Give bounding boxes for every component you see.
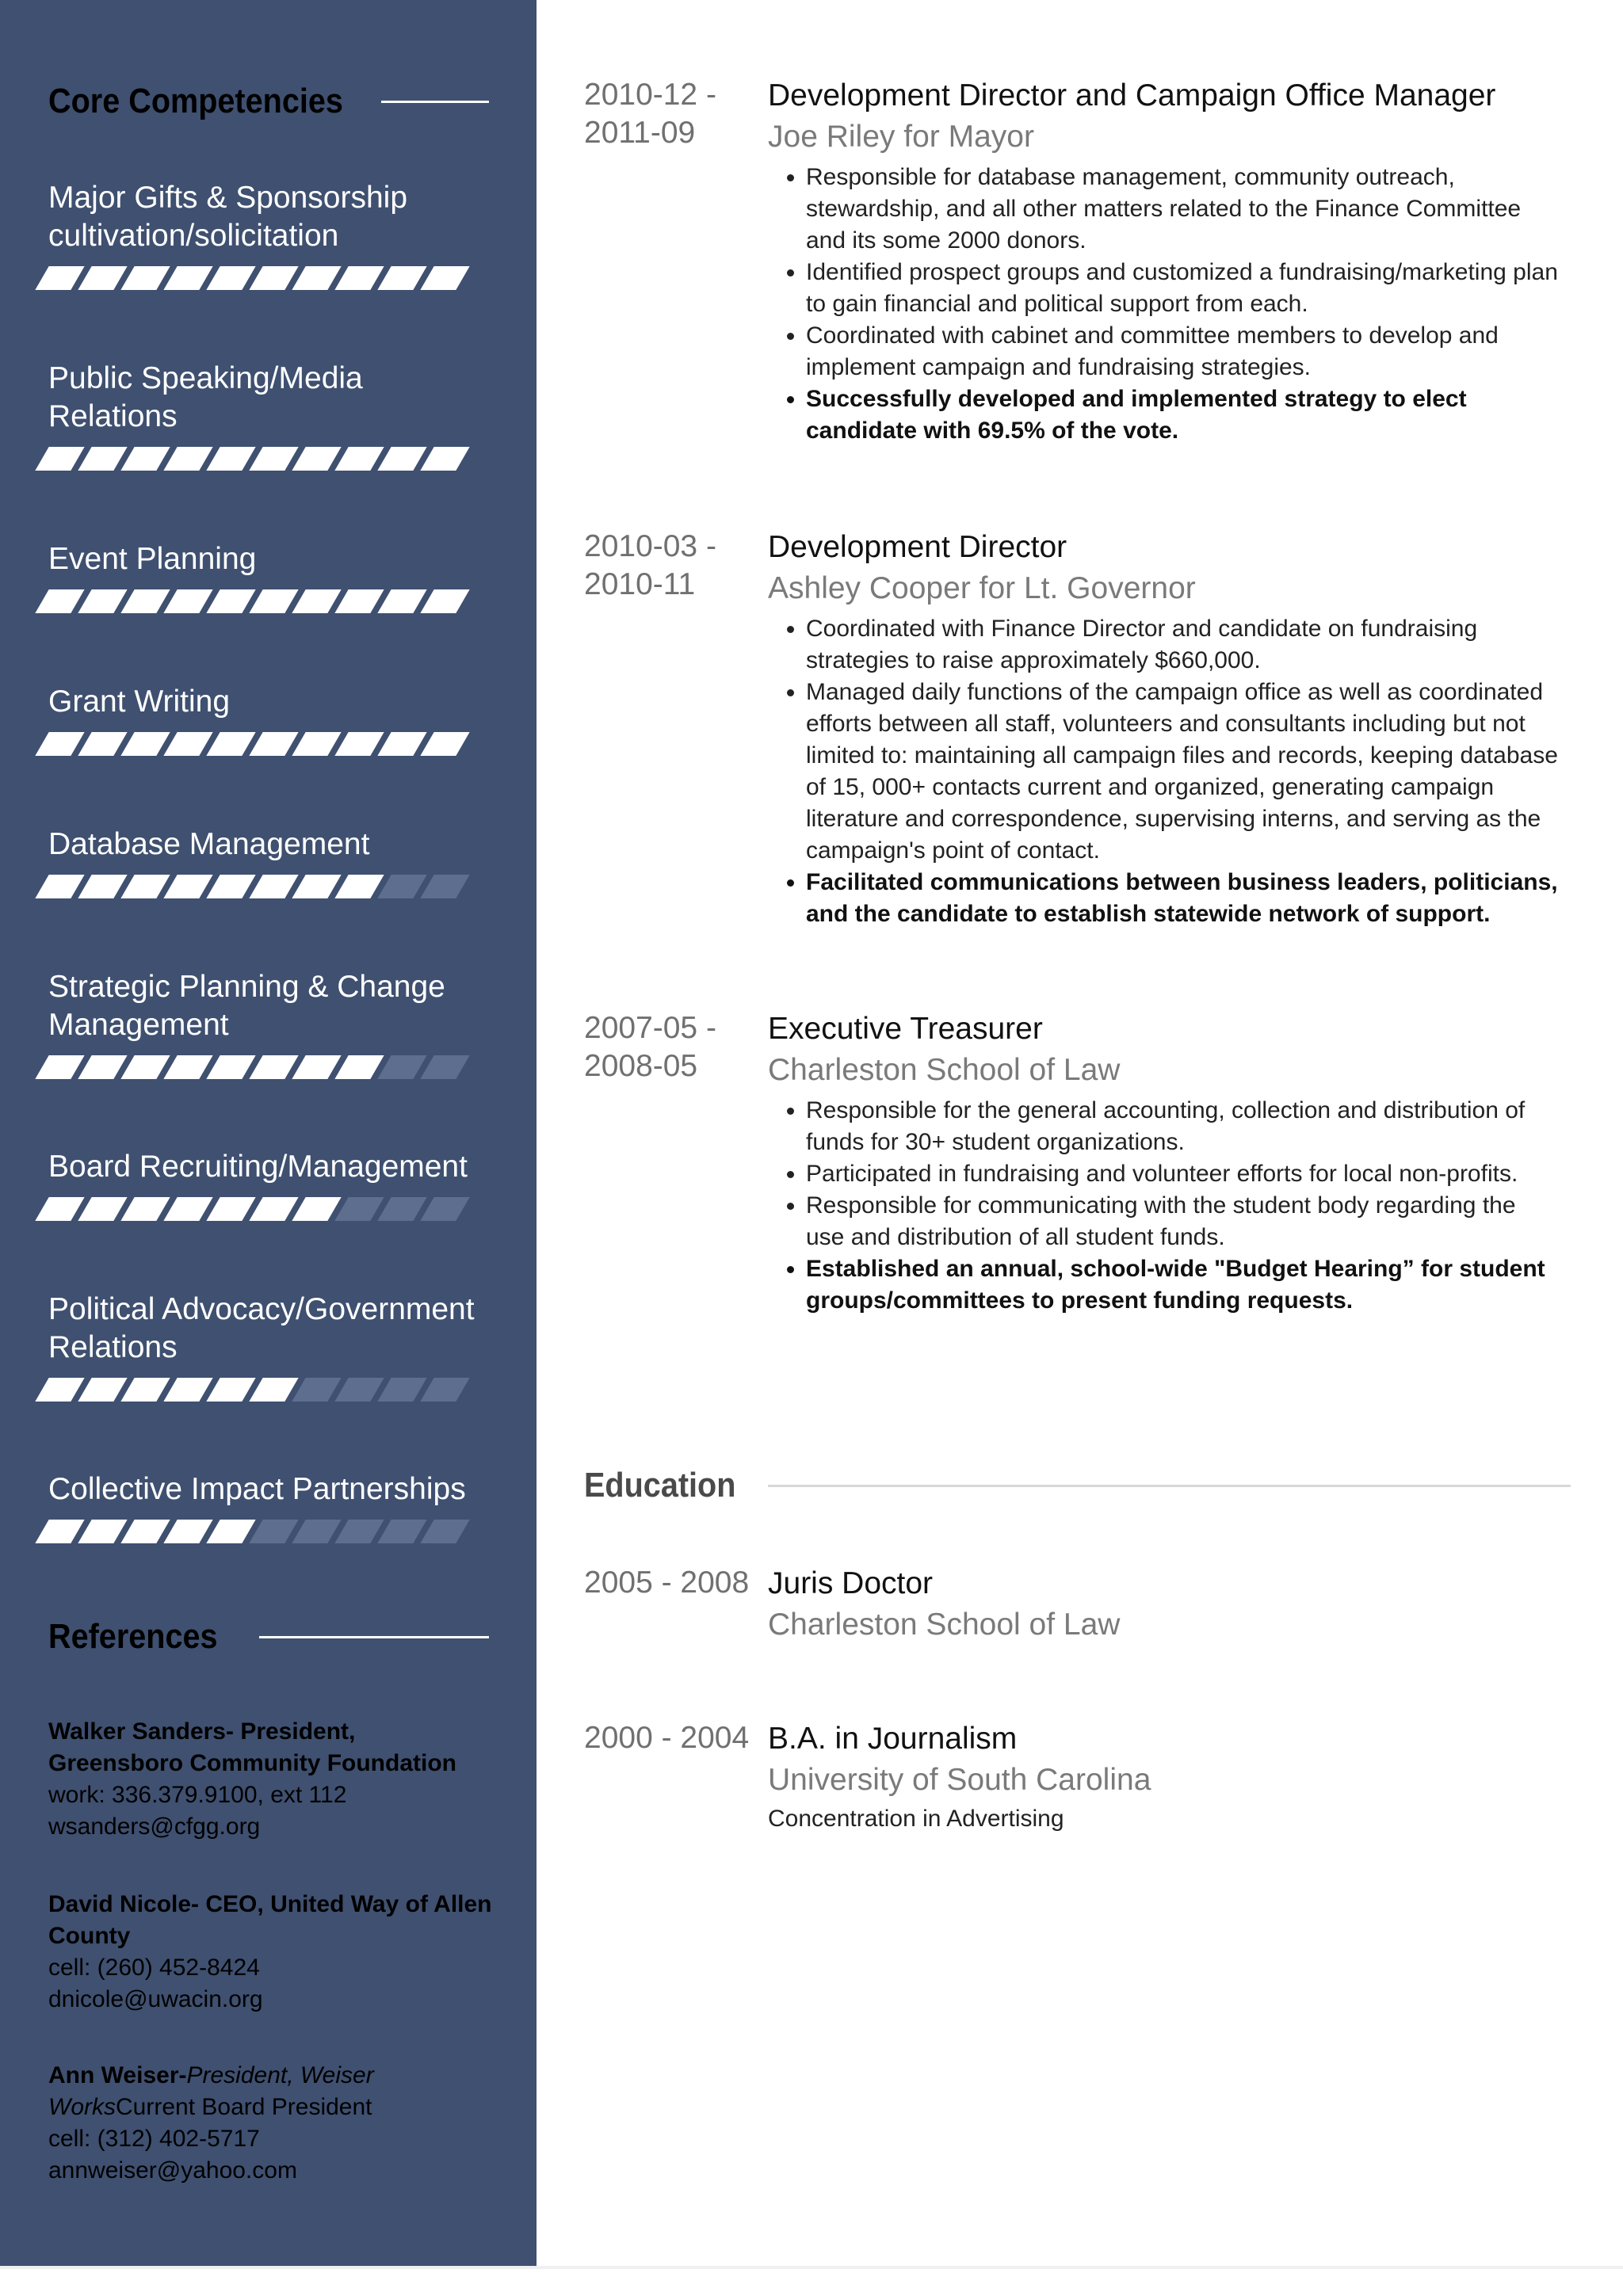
- skill-bar-segment-filled: [163, 447, 212, 471]
- skill-bar-segment-empty: [377, 875, 426, 898]
- skill-name: Political Advocacy/Government Relations: [48, 1292, 475, 1364]
- skill-bar-segment-empty: [420, 1378, 469, 1402]
- skill-bar-segment-filled: [78, 1197, 127, 1221]
- skill-bar-segment-filled: [334, 447, 384, 471]
- education-header: [584, 1462, 1571, 1509]
- skill-bar-segment-filled: [78, 1378, 127, 1402]
- skill-bar-segment-filled: [206, 1197, 255, 1221]
- job-bullet: • Identified prospect groups and customized a fundraising/marketing plan to gain financial and political support from each.: [806, 257, 1560, 320]
- education-content: [768, 1564, 1560, 1646]
- skill-bar-segment-filled: [292, 1197, 341, 1221]
- education-date: 2000 - 2004: [584, 1721, 750, 1755]
- reference-item: [48, 1716, 492, 1843]
- skill-bar-segment-empty: [420, 1197, 469, 1221]
- skill-bar-segment-filled: [163, 732, 212, 756]
- skill-bar-segment-filled: [120, 1055, 170, 1079]
- skill-bar-segment-filled: [292, 266, 341, 290]
- skill-bar-segment-filled: [334, 875, 384, 898]
- reference-extra: Current Board President: [116, 2094, 372, 2120]
- skill-bar-segment-filled: [292, 875, 341, 898]
- job-bullet: • Responsible for communicating with the student body regarding the use and distribution of all student funds.: [806, 1190, 1560, 1253]
- job-bullet: • Managed daily functions of the campaign office as well as coordinated efforts between all staff, volunteers and consultants including but not limited to: maintaining all campaign files and records, keeping database of 15, 000+ contacts current and organized, generating campaign literature and correspondence, supervising interns, and serving as the campaign's point of contact.: [806, 677, 1560, 867]
- skill-bar-segment-filled: [206, 447, 255, 471]
- reference-phone: work: 336.379.9100, ext 112: [48, 1782, 347, 1808]
- skill-bar-segment-empty: [420, 1055, 469, 1079]
- skill-bar: [42, 1520, 492, 1543]
- reference-email[interactable]: annweiser@yahoo.com: [48, 2157, 297, 2183]
- skill-bar: [42, 875, 492, 898]
- skill-item: [48, 826, 492, 898]
- skill-item: [48, 968, 492, 1079]
- reference-email[interactable]: wsanders@cfgg.org: [48, 1814, 261, 1840]
- skill-item: [48, 683, 492, 756]
- experience-date: 2007-05 - 2008-05: [584, 1011, 716, 1083]
- skill-bar-segment-filled: [78, 732, 127, 756]
- skill-bar: [42, 589, 492, 613]
- job-bullets: [768, 162, 1560, 447]
- reference-item: [48, 2060, 492, 2187]
- skill-bar-segment-filled: [249, 1055, 298, 1079]
- skill-bar-segment-filled: [420, 447, 469, 471]
- skill-name: Public Speaking/Media Relations: [48, 361, 363, 433]
- skill-bar-segment-filled: [120, 875, 170, 898]
- skill-bar: [42, 447, 492, 471]
- skill-bar-segment-filled: [249, 1197, 298, 1221]
- reference-title: President, Weiser Works: [48, 2062, 374, 2120]
- job-title: Development Director: [768, 530, 1067, 564]
- skill-bar-segment-empty: [420, 875, 469, 898]
- skill-bar-segment-empty: [334, 1378, 384, 1402]
- skill-bar-segment-filled: [120, 266, 170, 290]
- skill-bar-segment-filled: [120, 1197, 170, 1221]
- skill-bar-segment-filled: [377, 266, 426, 290]
- skill-bar-segment-filled: [420, 266, 469, 290]
- job-highlight: • Successfully developed and implemented strategy to elect candidate with 69.5% of the vote.: [806, 383, 1560, 447]
- skill-name: Database Management: [48, 827, 370, 861]
- job-bullet: • Responsible for database management, community outreach, stewardship, and all other matters related to the Finance Committee and its some 2000 donors.: [806, 162, 1560, 257]
- skill-bar-segment-filled: [120, 732, 170, 756]
- skill-bar-segment-empty: [377, 1520, 426, 1543]
- competencies-title: Core Competencies: [48, 82, 343, 120]
- skill-bar-segment-filled: [35, 1197, 84, 1221]
- job-bullets: [768, 613, 1560, 930]
- reference-phone: cell: (312) 402-5717: [48, 2126, 260, 2152]
- skill-bar-segment-filled: [206, 1378, 255, 1402]
- skill-bar: [42, 732, 492, 756]
- education-date: 2005 - 2008: [584, 1566, 750, 1600]
- job-title: Development Director and Campaign Office Manager: [768, 78, 1496, 113]
- skill-bar-segment-filled: [377, 732, 426, 756]
- job-organization: Joe Riley for Mayor: [768, 120, 1034, 154]
- skill-bar-segment-filled: [334, 1055, 384, 1079]
- skill-bar-segment-empty: [377, 1197, 426, 1221]
- experience-content: [768, 1009, 1560, 1317]
- skill-bar-segment-filled: [206, 1520, 255, 1543]
- skill-bar-segment-filled: [292, 1055, 341, 1079]
- job-organization: Ashley Cooper for Lt. Governor: [768, 571, 1196, 605]
- skill-bar-segment-filled: [334, 266, 384, 290]
- reference-name: David Nicole- CEO, United Way of Allen County: [48, 1891, 492, 1949]
- skill-bar-segment-filled: [35, 447, 84, 471]
- skill-bar-segment-filled: [249, 447, 298, 471]
- skill-bar-segment-filled: [35, 1055, 84, 1079]
- competencies-header: [48, 78, 489, 125]
- skill-bar-segment-filled: [249, 266, 298, 290]
- skill-item: [48, 1470, 492, 1543]
- reference-name: Walker Sanders- President, Greensboro Community Foundation: [48, 1718, 456, 1776]
- job-highlight: • Facilitated communications between business leaders, politicians, and the candidate to establish statewide network of support.: [806, 867, 1560, 930]
- skill-bar-segment-filled: [206, 589, 255, 613]
- education-content: [768, 1719, 1560, 1836]
- skill-bar-segment-empty: [292, 1520, 341, 1543]
- skill-bar-segment-empty: [420, 1520, 469, 1543]
- skill-item: [48, 1291, 492, 1402]
- experience-content: [768, 76, 1560, 447]
- education-note: Concentration in Advertising: [768, 1806, 1064, 1832]
- job-bullets: [768, 1095, 1560, 1317]
- skill-bar-segment-filled: [249, 589, 298, 613]
- skill-bar-segment-filled: [120, 589, 170, 613]
- skill-bar-segment-filled: [249, 732, 298, 756]
- page-bottom-rule: [0, 2266, 1623, 2269]
- skill-bar-segment-filled: [163, 1378, 212, 1402]
- job-bullet: • Coordinated with cabinet and committee members to develop and implement campaign and fundraising strategies.: [806, 320, 1560, 383]
- education-title: Education: [584, 1466, 736, 1505]
- skill-bar-segment-filled: [78, 875, 127, 898]
- skill-name: Grant Writing: [48, 685, 231, 719]
- skill-bar-segment-filled: [78, 1055, 127, 1079]
- skill-item: [48, 179, 492, 290]
- skill-bar-segment-filled: [163, 875, 212, 898]
- references-title: References: [48, 1617, 218, 1656]
- skill-name: Collective Impact Partnerships: [48, 1472, 466, 1506]
- skill-bar-segment-filled: [163, 1520, 212, 1543]
- references-header: [48, 1613, 489, 1661]
- skill-bar-segment-filled: [292, 447, 341, 471]
- skill-bar: [42, 1378, 492, 1402]
- job-organization: Charleston School of Law: [768, 1053, 1121, 1087]
- skill-bar-segment-empty: [292, 1378, 341, 1402]
- skill-bar-segment-filled: [206, 732, 255, 756]
- skill-bar-segment-empty: [334, 1520, 384, 1543]
- skill-bar-segment-empty: [249, 1520, 298, 1543]
- job-bullet: • Participated in fundraising and volunteer efforts for local non-profits.: [806, 1158, 1560, 1190]
- skill-bar-segment-filled: [163, 1197, 212, 1221]
- skill-bar-segment-filled: [206, 1055, 255, 1079]
- skill-name: Event Planning: [48, 542, 257, 576]
- skill-bar-segment-filled: [163, 589, 212, 613]
- skill-item: [48, 1148, 492, 1221]
- reference-heading: [48, 2060, 492, 2123]
- reference-item: [48, 1889, 492, 2016]
- skill-bar-segment-filled: [249, 875, 298, 898]
- skill-bar-segment-filled: [120, 1520, 170, 1543]
- job-bullet: • Responsible for the general accounting, collection and distribution of funds for 30+ student organizations.: [806, 1095, 1560, 1158]
- skill-bar-segment-filled: [206, 875, 255, 898]
- skill-item: [48, 540, 492, 613]
- experience-date: 2010-03 - 2010-11: [584, 529, 716, 601]
- skill-bar-segment-filled: [420, 589, 469, 613]
- experience-date: 2010-12 - 2011-09: [584, 78, 716, 150]
- skill-bar-segment-filled: [35, 1378, 84, 1402]
- skill-bar: [42, 1197, 492, 1221]
- skill-bar-segment-filled: [35, 732, 84, 756]
- skill-bar-segment-filled: [377, 589, 426, 613]
- skill-name: Board Recruiting/Management: [48, 1150, 468, 1184]
- skill-bar: [42, 266, 492, 290]
- skill-bar-segment-filled: [120, 447, 170, 471]
- job-highlight: • Established an annual, school-wide "Budget Hearing” for student groups/committees to present funding requests.: [806, 1253, 1560, 1317]
- experience-content: [768, 528, 1560, 930]
- skill-bar-segment-filled: [292, 732, 341, 756]
- skill-bar-segment-filled: [206, 266, 255, 290]
- skill-bar-segment-empty: [377, 1055, 426, 1079]
- skill-bar: [42, 1055, 492, 1079]
- skill-bar-segment-filled: [78, 447, 127, 471]
- references-rule: [259, 1636, 489, 1638]
- degree: Juris Doctor: [768, 1566, 934, 1600]
- skill-bar-segment-filled: [334, 732, 384, 756]
- skill-bar-segment-filled: [120, 1378, 170, 1402]
- skill-name: Major Gifts & Sponsorship cultivation/solicitation: [48, 181, 408, 253]
- skill-bar-segment-filled: [35, 266, 84, 290]
- skill-bar-segment-empty: [334, 1197, 384, 1221]
- skill-bar-segment-filled: [35, 589, 84, 613]
- reference-name: Ann Weiser-: [48, 2062, 187, 2088]
- skill-bar-segment-filled: [78, 266, 127, 290]
- skill-name: Strategic Planning & Change Management: [48, 970, 445, 1042]
- competencies-rule: [381, 101, 489, 103]
- education-rule: [768, 1485, 1571, 1487]
- reference-email[interactable]: dnicole@uwacin.org: [48, 1986, 263, 2012]
- skill-bar-segment-filled: [163, 266, 212, 290]
- skill-bar-segment-filled: [377, 447, 426, 471]
- job-title: Executive Treasurer: [768, 1012, 1043, 1046]
- school: University of South Carolina: [768, 1763, 1151, 1797]
- skill-bar-segment-filled: [334, 589, 384, 613]
- skill-bar-segment-filled: [35, 1520, 84, 1543]
- job-bullet: • Coordinated with Finance Director and candidate on fundraising strategies to raise approximately $660,000.: [806, 613, 1560, 677]
- skill-bar-segment-filled: [78, 589, 127, 613]
- degree: B.A. in Journalism: [768, 1722, 1018, 1756]
- skill-bar-segment-empty: [377, 1378, 426, 1402]
- skill-bar-segment-filled: [78, 1520, 127, 1543]
- skill-item: [48, 360, 492, 471]
- skill-bar-segment-filled: [163, 1055, 212, 1079]
- skill-bar-segment-filled: [420, 732, 469, 756]
- skill-bar-segment-filled: [249, 1378, 298, 1402]
- reference-phone: cell: (260) 452-8424: [48, 1955, 260, 1981]
- school: Charleston School of Law: [768, 1608, 1121, 1642]
- skill-bar-segment-filled: [292, 589, 341, 613]
- skill-bar-segment-filled: [35, 875, 84, 898]
